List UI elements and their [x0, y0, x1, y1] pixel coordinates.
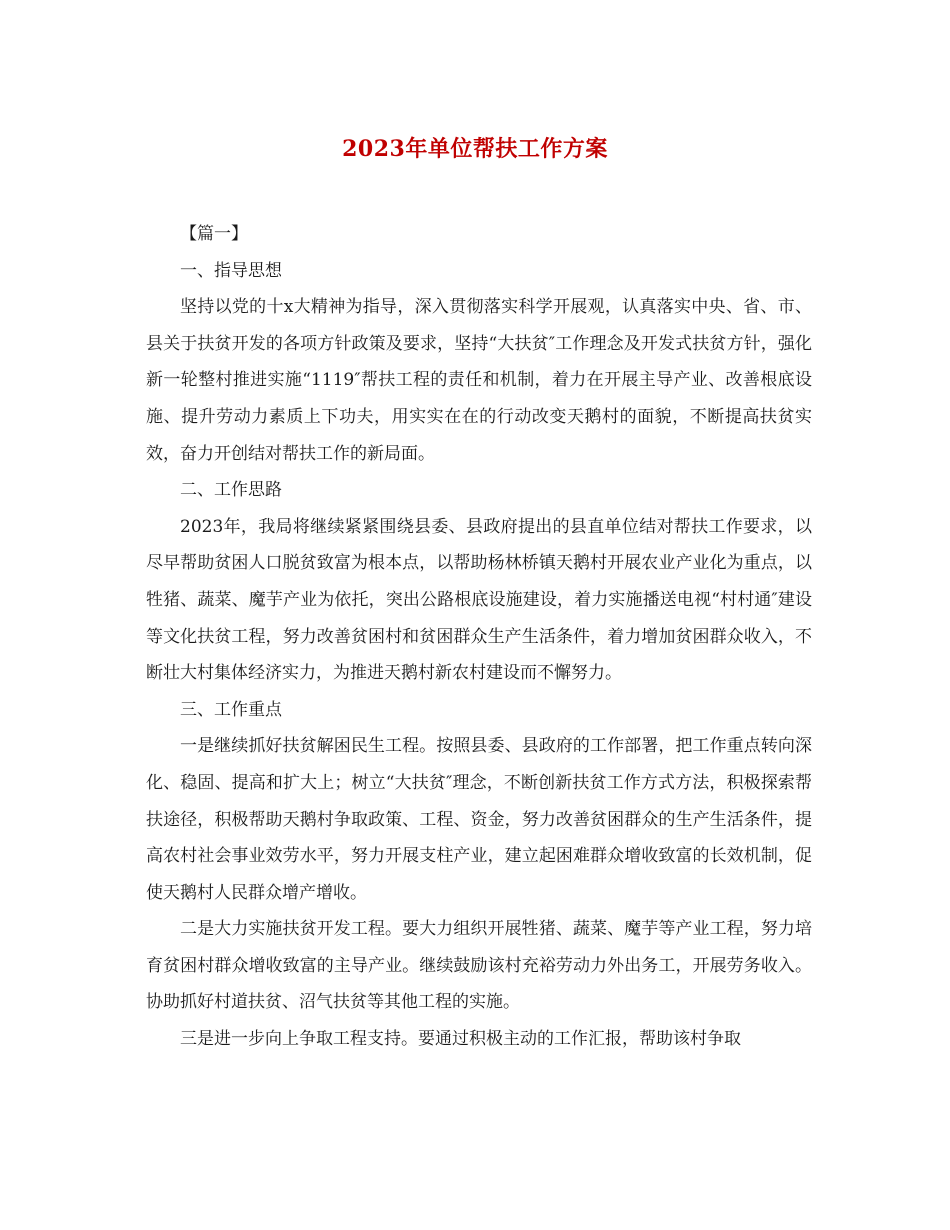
document-body: [146, 216, 812, 1058]
paragraph-work-approach: 2023年，我局将继续紧紧围绕县委、县政府提出的县直单位结对帮扶工作要求，以尽早帮助贫困人口脱贫致富为根本点，以帮助杨林桥镇天鹅村开展农业产业化为重点，以牲猪、蔬菜、魔芋产业为依托，突出公路根底设施建设，着力实施播送电视“村村通″建设等文化扶贫工程，努力改善贫困村和贫困群众生产生活条件，着力增加贫困群众收入，不断壮大村集体经济实力，为推进天鹅村新农村建设而不懈努力。: [146, 516, 812, 684]
paragraph-focus-three: 三是进一步向上争取工程支持。要通过积极主动的工作汇报，帮助该村争取: [180, 1029, 741, 1050]
section-heading-work-focus: 三、工作重点: [180, 699, 282, 720]
section-heading-part-one: 【篇一】: [180, 224, 248, 244]
paragraph-focus-two: 二是大力实施扶贫开发工程。要大力组织开展牲猪、蔬菜、魔芋等产业工程，努力培育贫困村群众增收致富的主导产业。继续鼓励该村充裕劳动力外出务工，开展劳务收入。协助抓好村道扶贫、沼气扶贫等其他工程的实施。: [146, 919, 812, 1013]
document-title: 2023年单位帮扶工作方案: [342, 136, 608, 162]
section-heading-guiding-ideology: 一、指导思想: [180, 260, 282, 281]
section-heading-work-approach: 二、工作思路: [180, 480, 282, 501]
paragraph-focus-one: 一是继续抓好扶贫解困民生工程。按照县委、县政府的工作部署，把工作重点转向深化、稳固、提高和扩大上；树立“大扶贫″理念，不断创新扶贫工作方式方法，积极探索帮扶途径，积极帮助天鹅村争取政策、工程、资金，努力改善贫困群众的生产生活条件，提高农村社会事业效劳水平，努力开展支柱产业，建立起困难群众增收致富的长效机制，促使天鹅村人民群众增产增收。: [146, 736, 812, 903]
paragraph-guiding-ideology: 坚持以党的十x大精神为指导，深入贯彻落实科学开展观，认真落实中央、省、市、县关于扶贫开发的各项方针政策及要求，坚持“大扶贫″工作理念及开发式扶贫方针，强化新一轮整村推进实施“1119″帮扶工程的责任和机制，着力在开展主导产业、改善根底设施、提升劳动力素质上下功夫，用实实在在的行动改变天鹅村的面貌，不断提高扶贫实效，奋力开创结对帮扶工作的新局面。: [146, 297, 812, 464]
